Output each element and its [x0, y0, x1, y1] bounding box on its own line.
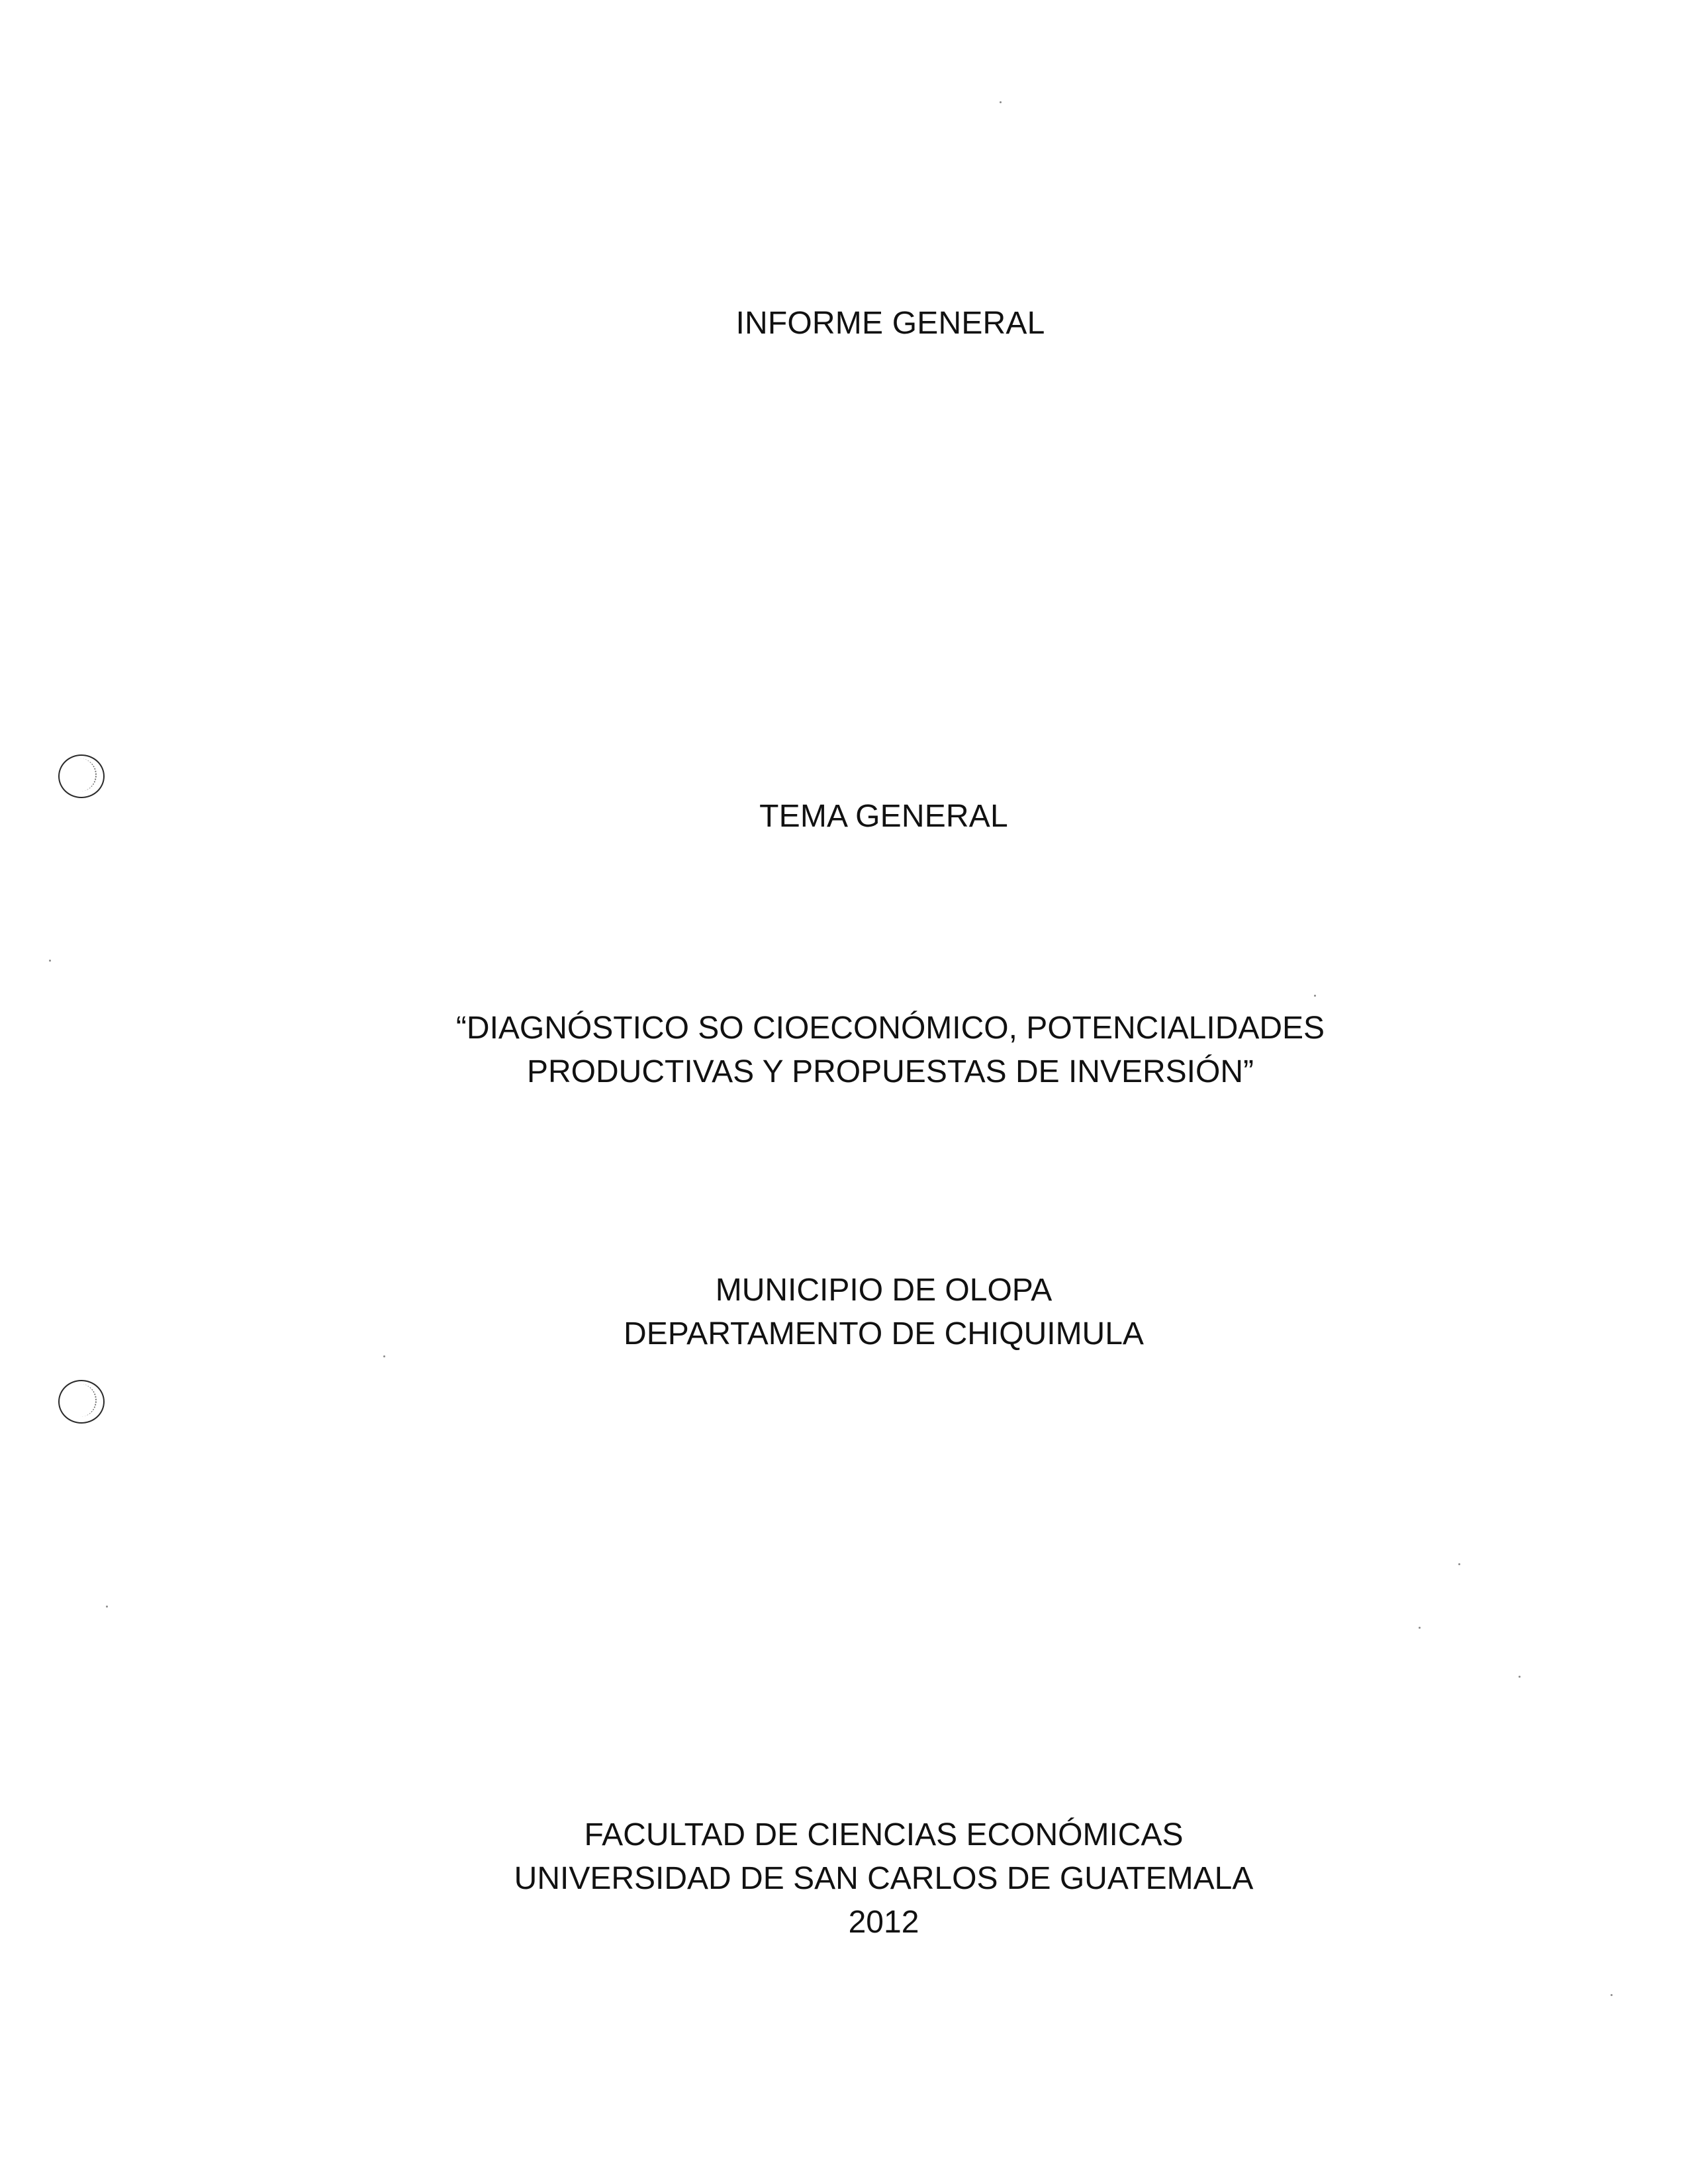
location-block	[40, 1269, 1688, 1356]
report-heading: INFORME GENERAL	[735, 306, 1045, 341]
institution-block	[40, 1813, 1688, 1944]
scan-speck	[1458, 1563, 1460, 1565]
scan-speck	[106, 1606, 108, 1608]
scan-speck	[1314, 995, 1316, 997]
university-line: UNIVERSIDAD DE SAN CARLOS DE GUATEMALA	[514, 1861, 1254, 1896]
scan-speck	[1611, 1994, 1613, 1996]
scan-speck	[1519, 1676, 1521, 1678]
punch-hole-lower	[58, 1380, 105, 1424]
municipality-line: MUNICIPIO DE OLOPA	[715, 1273, 1053, 1308]
document-title	[46, 1007, 1688, 1094]
scan-speck	[49, 960, 51, 962]
title-line-1: “DIAGNÓSTICO SO CIOECONÓMICO, POTENCIALIDADES	[455, 1011, 1325, 1046]
faculty-line: FACULTAD DE CIENCIAS ECONÓMICAS	[584, 1817, 1184, 1852]
title-line-2: PRODUCTIVAS Y PROPUESTAS DE INVERSIÓN”	[527, 1054, 1254, 1089]
topic-heading: TEMA GENERAL	[759, 799, 1008, 834]
scan-speck	[383, 1355, 385, 1357]
year-line: 2012	[848, 1905, 919, 1940]
scan-speck	[1000, 101, 1002, 103]
scan-speck	[1419, 1627, 1421, 1629]
department-line: DEPARTAMENTO DE CHIQUIMULA	[624, 1316, 1144, 1351]
punch-hole-upper	[58, 754, 105, 798]
